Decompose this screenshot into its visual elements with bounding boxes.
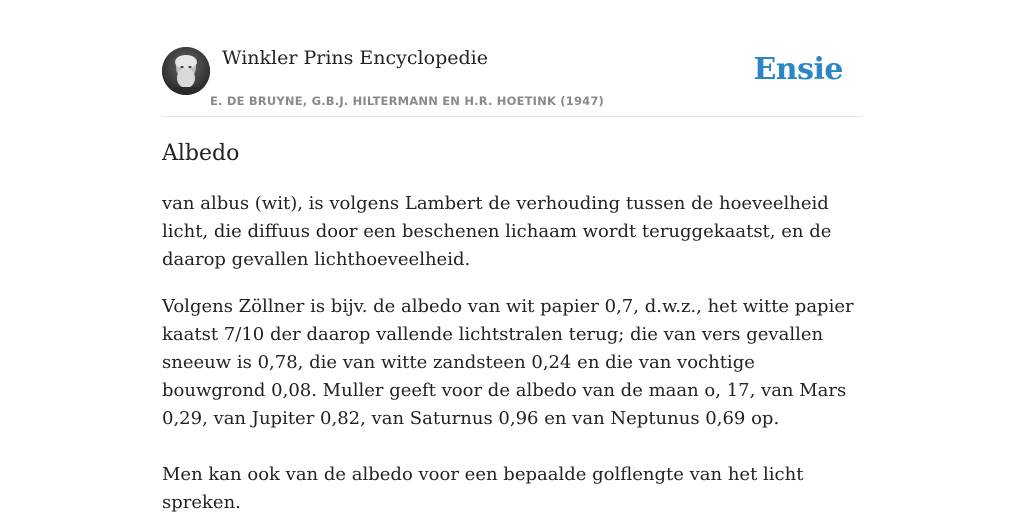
article-paragraph-1: van albus (wit), is volgens Lambert de verhouding tussen de hoeveelheid licht, die diffuus door een beschenen lichaam wordt teruggekaatst, en de daarop gevallen lichthoeveelheid.	[162, 193, 832, 270]
site-header	[162, 0, 862, 117]
author-byline: E. DE BRUYNE, G.B.J. HILTERMANN EN H.R. HOETINK (1947)	[210, 94, 605, 108]
brand-logo-link[interactable]: Ensie	[753, 52, 843, 87]
article-title: Albedo	[162, 141, 240, 166]
article-content	[162, 138, 862, 512]
author-avatar[interactable]	[162, 47, 210, 95]
portrait-photo-icon	[162, 47, 210, 95]
article-paragraph-3: Men kan ook van de albedo voor een bepaalde golflengte van het licht spreken.	[162, 464, 804, 512]
article-paragraph-2: Volgens Zöllner is bijv. de albedo van wit papier 0,7, d.w.z., het witte papier kaatst 7/10 der daarop vallende lichtstralen terug; die van vers gevallen sneeuw is 0,78, die van witte zandsteen 0,24 en die van vochtige bouwgrond 0,08. Muller geeft voor de albedo van de maan o, 17, van Mars 0,29, van Jupiter 0,82, van Saturnus 0,96 en van Neptunus 0,69 op.	[162, 296, 854, 429]
site-title[interactable]: Winkler Prins Encyclopedie	[222, 47, 488, 69]
